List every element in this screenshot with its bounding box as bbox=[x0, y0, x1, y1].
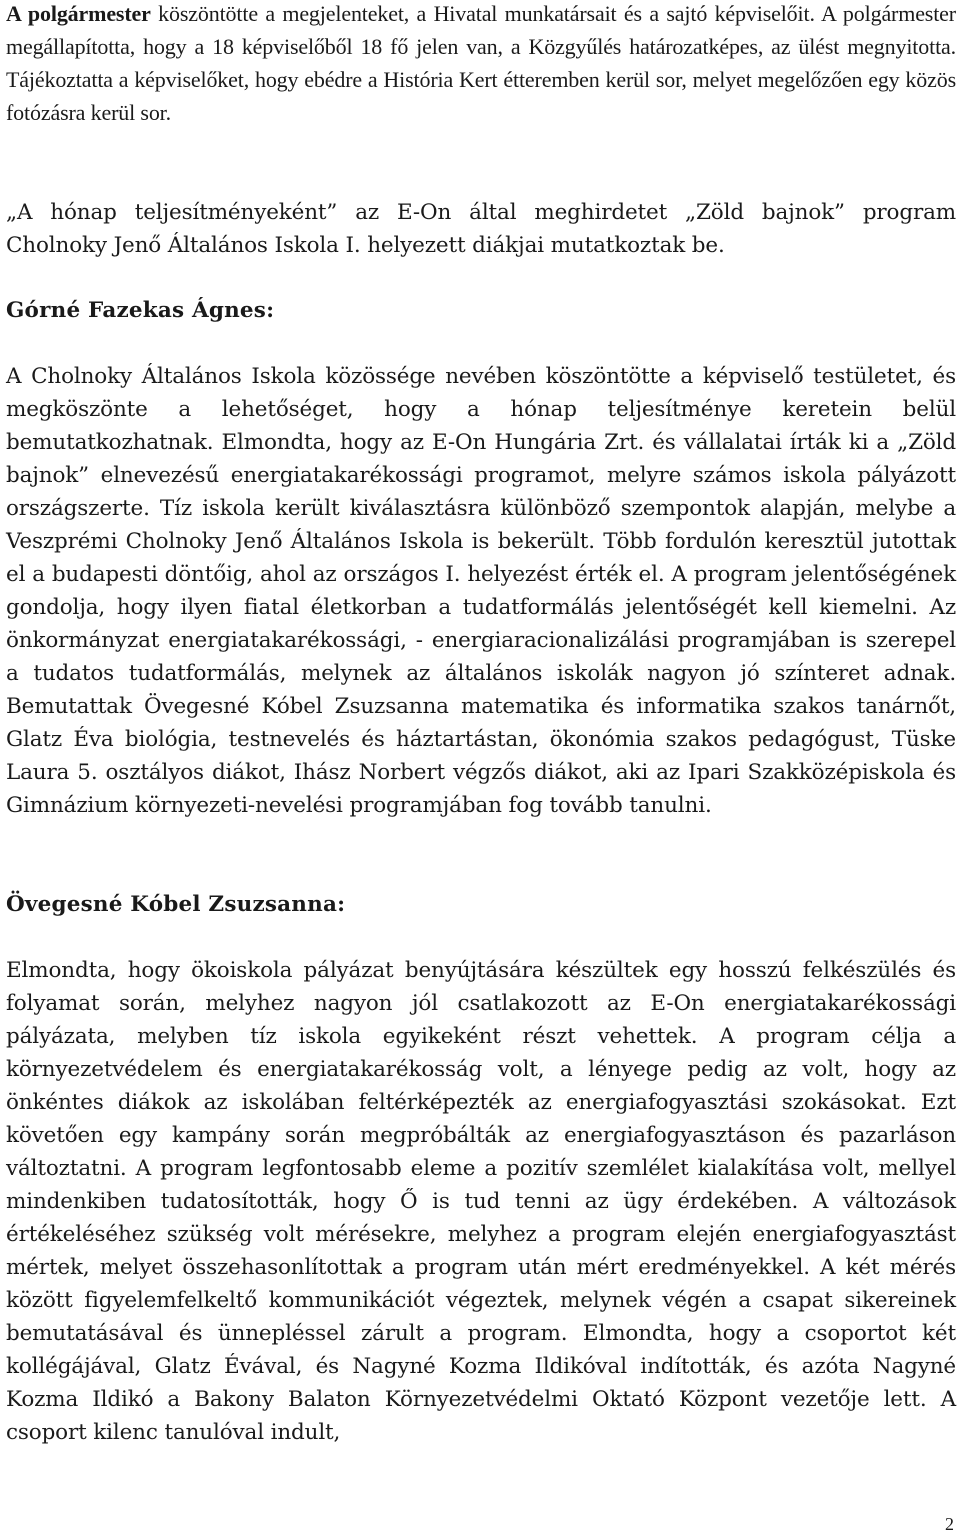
opening-paragraph bbox=[6, 0, 956, 129]
program-intro-paragraph: „A hónap teljesítményeként” az E-On által meghirdetet „Zöld bajnok” program Cholnoky Jenő Általános Iskola I. helyezett diákjai mutatkoztak be. bbox=[6, 200, 956, 258]
speaker-heading-ovegesne-kobel: Övegesné Kóbel Zsuzsanna: bbox=[6, 892, 346, 917]
speaker-heading-gorne-fazekas: Górné Fazekas Ágnes: bbox=[6, 298, 275, 323]
opening-paragraph-lead: A polgármester bbox=[6, 1, 151, 26]
opening-paragraph-text: köszöntötte a megjelenteket, a Hivatal munkatársait és a sajtó képviselőit. A polgármester megállapította, hogy a 18 képviselőből 18 fő jelen van, a Közgyűlés határozatképes, az ülést megnyitotta. Tájékoztatta a képviselőket, hogy ebédre a História Kert étteremben kerül sor, melyet megelőzően egy közös fotózásra kerül sor. bbox=[6, 1, 956, 125]
page-number: 2 bbox=[945, 1514, 954, 1534]
speaker-paragraph-gorne-fazekas: A Cholnoky Általános Iskola közössége nevében köszöntötte a képviselő testületet, és megköszönte a lehetőséget, hogy a hónap teljesítménye keretein belül bemutatkozhatnak. Elmondta, hogy az E-On Hungária Zrt. és vállalatai írták ki a „Zöld bajnok” elnevezésű energiatakarékossági programot, melyre számos iskola pályázott országszerte. Tíz iskola került kiválasztásra különböző szempontok alapján, melybe a Veszprémi Cholnoky Jenő Általános Iskola is bekerült. Több fordulón keresztül jutottak el a budapesti döntőig, ahol az országos I. helyezést érték el. A program jelentőségének gondolja, hogy ilyen fiatal életkorban a tudatformálás jelentőségét kell kiemelni. Az önkormányzat energiatakarékossági, - energiaracionalizálási programjában is szerepel a tudatos tudatformálás, melynek az általános iskolák nagyon jó színteret adnak. Bemutattak Övegesné Kóbel Zsuzsanna matematika és informatika szakos tanárnőt, Glatz Éva biológia, testnevelés és háztartástan, ökonómia szakos pedagógust, Tüske Laura 5. osztályos diákot, Ihász Norbert végzős diákot, aki az Ipari Szakközépiskola és Gimnázium környezeti-nevelési programjában fog tovább tanulni. bbox=[6, 364, 956, 818]
speaker-paragraph-ovegesne-kobel: Elmondta, hogy ökoiskola pályázat benyújtására készültek egy hosszú felkészülés és folyamat során, melyhez nagyon jól csatlakozott az E-On energiatakarékossági pályázata, melyben tíz iskola egyikeként részt vehettek. A program célja a környezetvédelem és energiatakarékosság volt, a lényege pedig az volt, hogy az önkéntes diákok az iskolában feltérképezték az energiafogyasztási szokásokat. Ezt követően egy kampány során megpróbálták az energiafogyasztáson és pazarláson változtatni. A program legfontosabb eleme a pozitív szemlélet kialakítása volt, mellyel mindenkiben tudatosították, hogy Ő is tud tenni az ügy érdekében. A változások értékeléséhez szükség volt mérésekre, melyhez a program elején energiafogyasztást mértek, melyet összehasonlítottak a program után mért eredményekkel. A két mérés között figyelemfelkeltő kommunikációt végeztek, melynek végén a csapat sikereinek bemutatásával és ünnepléssel zárult a program. Elmondta, hogy a csoportot két kollégájával, Glatz Évával, és Nagyné Kozma Ildikóval indították, és azóta Nagyné Kozma Ildikó a Bakony Balaton Környezetvédelmi Oktató Központ vezetője lett. A csoport kilenc tanulóval indult, bbox=[6, 958, 956, 1445]
